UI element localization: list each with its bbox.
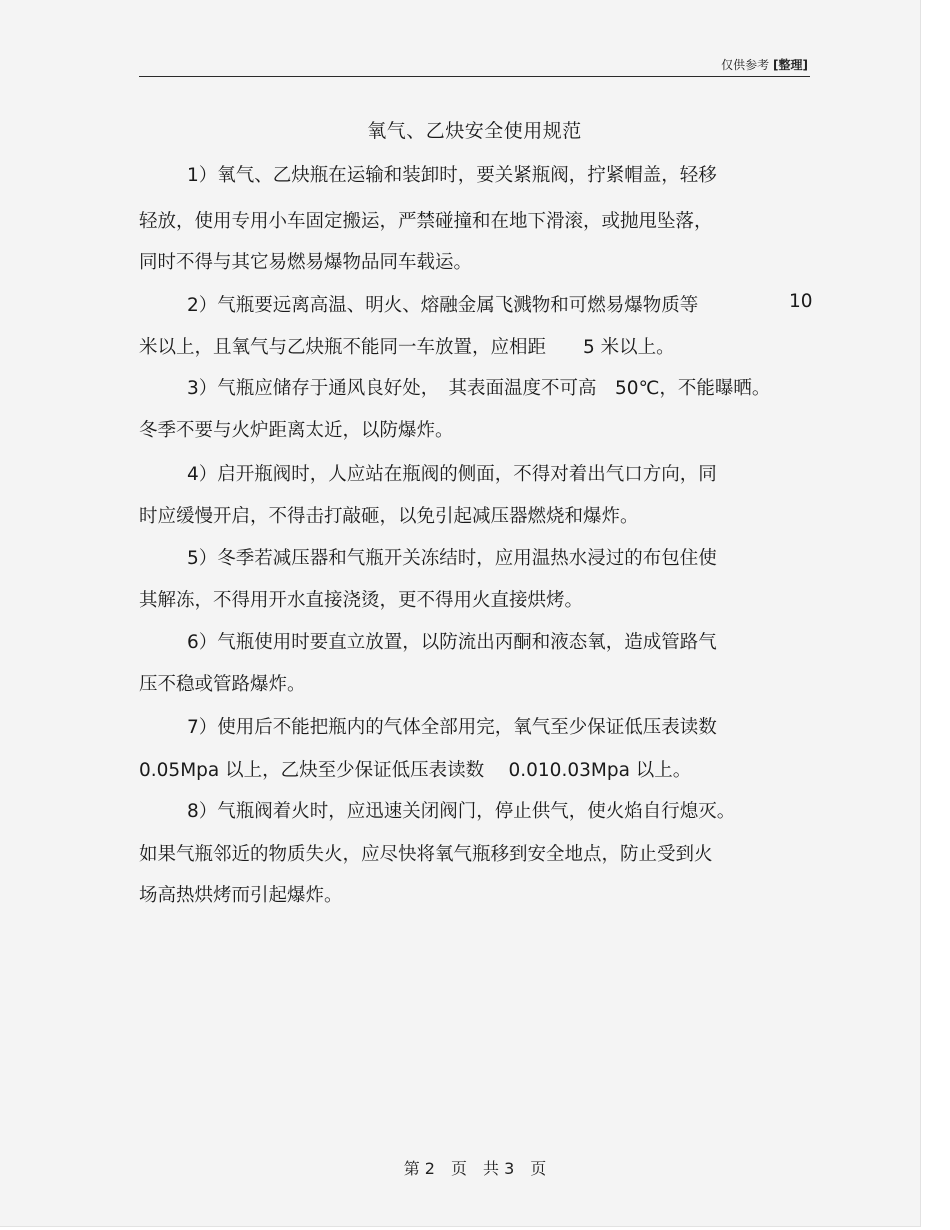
paragraph-line: 1）氧气、乙炔瓶在运输和装卸时，要关紧瓶阀，拧紧帽盖，轻移: [187, 165, 717, 186]
page-header: [139, 54, 810, 77]
paragraph-line: 如果气瓶邻近的物质失火，应尽快将氧气瓶移到安全地点，防止受到火: [139, 844, 713, 865]
header-tag: [整理]: [773, 58, 808, 72]
paragraph-line: 米以上，且氧气与乙炔瓶不能同一车放置，应相距 5 米以上。: [139, 337, 675, 358]
paragraph-line: 6）气瓶使用时要直立放置，以防流出丙酮和液态氧，造成管路气: [187, 632, 717, 653]
paragraph-line: 4）启开瓶阀时，人应站在瓶阀的侧面，不得对着出气口方向，同: [187, 464, 717, 485]
header-text: [721, 56, 808, 73]
paragraph-line: 其解冻，不得用开水直接浇烫，更不得用火直接烘烤。: [139, 590, 584, 611]
document-title: 氧气、乙炔安全使用规范: [367, 120, 582, 142]
paragraph-line: 压不稳或管路爆炸。: [139, 674, 306, 695]
paragraph-line: 3）气瓶应储存于通风良好处， 其表面温度不可高 50℃，不能曝晒。: [187, 378, 771, 399]
paragraph-line: 8）气瓶阀着火时，应迅速关闭阀门，停止供气，使火焰自行熄灭。: [187, 801, 736, 822]
paragraph-line: 同时不得与其它易燃易爆物品同车载运。: [139, 252, 473, 273]
paragraph-line: 7）使用后不能把瓶内的气体全部用完，氧气至少保证低压表读数: [187, 717, 717, 738]
paragraph-line: 冬季不要与火炉距离太近，以防爆炸。: [139, 420, 454, 441]
paragraph-line: 0.05Mpa 以上，乙炔至少保证低压表读数 0.010.03Mpa 以上。: [139, 760, 692, 781]
paragraph-line: 时应缓慢开启，不得击打敲砸，以免引起减压器燃烧和爆炸。: [139, 506, 639, 527]
page-footer: 第 2 页 共 3 页: [403, 1159, 547, 1178]
header-label: 仅供参考: [721, 58, 770, 72]
paragraph-line: 轻放，使用专用小车固定搬运，严禁碰撞和在地下滑滚，或抛甩坠落，: [139, 211, 713, 232]
paragraph-line: 场高热烘烤而引起爆炸。: [139, 885, 343, 906]
paragraph-line: 2）气瓶要远离高温、明火、熔融金属飞溅物和可燃易爆物质等: [187, 295, 699, 316]
distance-value: 10: [789, 291, 813, 312]
paragraph-line: 5）冬季若减压器和气瓶开关冻结时，应用温热水浸过的布包住使: [187, 548, 717, 569]
